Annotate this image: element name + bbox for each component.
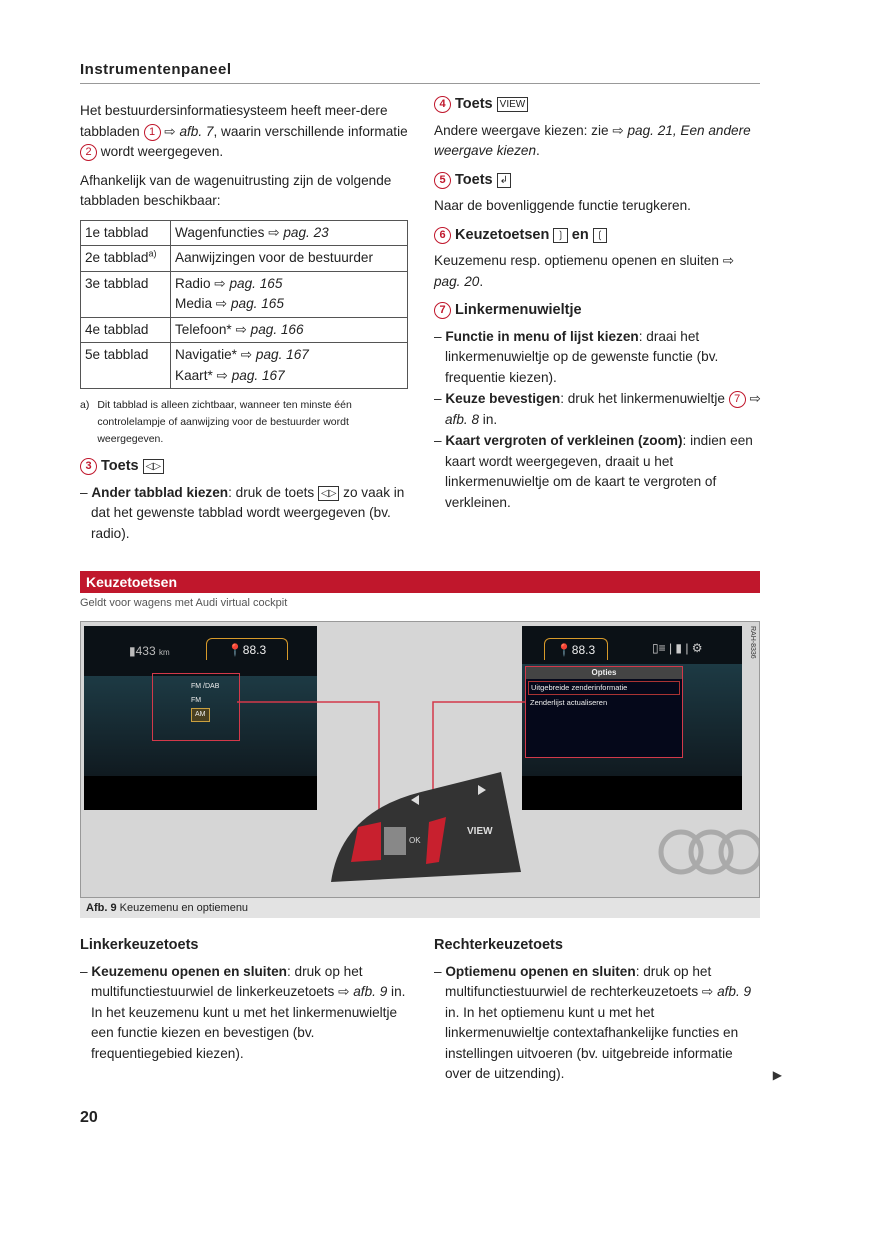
text: in. In het optiemenu kunt u met het linkermenuwieltje contextafhankelijke functies en instellingen uitvoeren (bv. uitgebreide informatie over de uitzending).	[445, 1004, 739, 1081]
continue-arrow-icon: ▶	[772, 1068, 782, 1082]
callout-4: 4	[434, 96, 451, 113]
heading-text: Toets	[455, 171, 493, 188]
back-key-icon: ↲	[497, 173, 511, 188]
option-item: Zenderlijst actualiseren	[530, 698, 608, 707]
callout-3: 3	[80, 458, 97, 475]
page-link[interactable]: pag. 23	[283, 224, 329, 240]
callout-5: 5	[434, 172, 451, 189]
text: 1e tabblad	[85, 224, 149, 240]
heading: Linkerkeuzetoets	[80, 937, 199, 953]
content-cell	[171, 220, 408, 246]
option-item-selected: Uitgebreide zenderinformatie	[528, 681, 680, 695]
figure-link[interactable]: afb. 9	[717, 984, 752, 999]
text: Radio ⇨	[175, 275, 230, 291]
text: : indien een kaart wordt weergegeven, draait u het linkermenuwieltje om de kaart te vergroten of verkleinen.	[445, 433, 753, 510]
content-cell	[171, 317, 408, 343]
section-5-heading	[434, 170, 762, 191]
content-cell	[171, 343, 408, 389]
section-4-heading	[434, 94, 762, 115]
paragraph: Naar de bovenliggende functie terugkeren.	[434, 198, 691, 213]
heading-text: Keuzetoetsen	[455, 226, 550, 243]
text: : druk op het multifunctiestuurwiel de linkerkeuzetoets ⇨	[91, 963, 363, 999]
text: Telefoon* ⇨	[175, 321, 251, 337]
range-value: 433	[135, 644, 156, 658]
tab-cell	[81, 220, 171, 246]
bold-text: Functie in menu of lijst kiezen	[445, 328, 639, 344]
page-link[interactable]: pag. 166	[250, 321, 304, 337]
footnote-ref: a)	[148, 248, 157, 259]
text: , waarin verschillende informatie	[213, 123, 408, 139]
right-column	[434, 94, 762, 514]
bottom-columns	[80, 935, 782, 1086]
bold-text: Keuze bevestigen	[445, 391, 561, 406]
range-readout: ▮433 km	[129, 644, 170, 658]
view-key-icon: VIEW	[497, 97, 529, 112]
paragraph	[434, 121, 762, 162]
text: Het bestuurdersinformatiesysteem heeft meer-dere tabbladen	[80, 103, 388, 139]
table-cell-item	[175, 320, 403, 341]
radio-tab: 📍88.3	[206, 638, 288, 660]
section-6-heading	[434, 225, 762, 246]
tab-key-icon: ◁▷	[143, 459, 164, 474]
page-body	[80, 94, 782, 1128]
text: 2e tabblad	[85, 250, 149, 265]
text: Media ⇨	[175, 296, 231, 311]
table-row	[81, 220, 408, 246]
top-columns	[80, 94, 762, 564]
arrow: ⇨	[160, 123, 180, 139]
left-key-section	[80, 935, 410, 1086]
list-item: – Functie in menu of lijst kiezen: draai het linkermenuwieltje op de gewenste functie (bv. frequentie kiezen).	[434, 328, 719, 385]
tab-cell	[81, 343, 171, 389]
section-title-bar: Keuzetoetsen	[80, 571, 760, 593]
text: : druk het linkermenuwieltje	[560, 391, 729, 406]
text: Aanwijzingen voor de bestuurder	[175, 250, 373, 265]
text: : druk op het multifunctiestuurwiel de rechterkeuzetoets ⇨	[445, 963, 718, 999]
callout-7: 7	[729, 391, 746, 408]
page-number: 20	[80, 1108, 98, 1126]
figure-link[interactable]: afb. 7	[179, 123, 214, 139]
intro-paragraph	[80, 101, 410, 163]
list-item: – Ander tabblad kiezen: druk de toets ◁▷ zo vaak in dat het gewenste tabblad wordt weergegeven (bv. radio).	[80, 484, 405, 541]
page-link[interactable]: pag. 167	[255, 347, 309, 362]
heading: Rechterkeuzetoets	[434, 937, 563, 953]
list-item: – Keuze bevestigen: druk het linkermenuwieltje 7 ⇨ afb. 8 in.	[434, 391, 761, 427]
options-title: Opties	[526, 667, 682, 679]
right-select-key-icon: ❲	[593, 228, 607, 243]
figure-link[interactable]: afb. 9	[353, 984, 388, 999]
figure-link[interactable]: afb. 8	[445, 411, 480, 427]
text: in.	[479, 411, 498, 427]
left-select-key-icon: ❳	[553, 228, 567, 243]
text: 4e tabblad	[85, 321, 149, 337]
bold-text: Optiemenu openen en sluiten	[445, 963, 636, 979]
table-row	[81, 271, 408, 317]
heading-text: en	[571, 226, 589, 243]
list-item: – Keuzemenu openen en sluiten: druk op het multifunctiestuurwiel de linkerkeuzetoets ⇨ afb. 9 in. In het keuzemenu kunt u met het linkermenuwieltje een functie kiezen en bevestigen (bv. frequentiegebied kiezen).	[80, 963, 406, 1061]
left-scroll-wheel	[384, 827, 406, 855]
text: 5e tabblad	[85, 347, 149, 362]
page-link[interactable]: pag. 165	[229, 275, 283, 291]
tab-cell	[81, 317, 171, 343]
menu-item-selected: AM	[191, 708, 210, 722]
table-cell-item	[175, 274, 403, 295]
menu-item: FM	[191, 697, 202, 704]
text: Navigatie* ⇨	[175, 347, 256, 362]
section-3-heading	[80, 456, 410, 477]
text: : draai het linkermenuwieltje op de gewenste functie (bv. frequentie kiezen).	[445, 328, 719, 385]
heading-text: Toets	[101, 458, 139, 474]
text: .	[479, 273, 484, 289]
heading-text: Toets	[455, 96, 493, 112]
figure-9	[80, 621, 760, 898]
tabs-table	[80, 220, 408, 390]
paragraph	[434, 251, 762, 292]
text: Andere weergave kiezen: zie ⇨	[434, 122, 628, 138]
list-item: – Optiemenu openen en sluiten: druk op het multifunctiestuurwiel de rechterkeuzetoets ⇨ afb. 9 in. In het optiemenu kunt u met het linkermenuwieltje contextafhankelijke functies en instellingen uitvoeren (bv. uitgebreide informatie over de uitzending).	[434, 963, 752, 1081]
bold-text: Ander tabblad kiezen	[91, 484, 229, 500]
footnote-text: Dit tabblad is alleen zichtbaar, wanneer ten minste één controlelampje of aanwijzing voor de bestuurder wordt weergegeven.	[97, 399, 352, 445]
tab-cell	[81, 271, 171, 317]
content-cell	[171, 246, 408, 272]
content-cell	[171, 271, 408, 317]
frequency: 88.3	[242, 643, 267, 657]
callout-1: 1	[144, 124, 161, 141]
table-cell-item	[175, 223, 403, 244]
figure-caption	[80, 898, 760, 918]
text: in. In het keuzemenu kunt u met het linkermenuwieltje een functie kiezen en bevestigen (bv. frequentiegebied kiezen).	[91, 984, 406, 1061]
running-header: Instrumentenpaneel	[80, 60, 760, 84]
footnote	[80, 397, 410, 448]
callout-7: 7	[434, 302, 451, 319]
text: .	[536, 143, 540, 158]
range-unit: km	[158, 648, 170, 657]
table-row	[81, 246, 408, 272]
page-link[interactable]: pag. 165	[230, 296, 284, 311]
footnote-mark: a)	[80, 399, 90, 411]
page-link[interactable]: pag. 20	[434, 273, 480, 289]
bold-text: Keuzemenu openen en sluiten	[91, 963, 287, 979]
callout-lines	[81, 622, 760, 898]
caption-label: Afb. 9	[86, 902, 117, 914]
ok-label: OK	[409, 836, 421, 845]
text: wordt weergegeven.	[97, 144, 224, 159]
text: : druk de toets	[228, 484, 318, 500]
callout-2: 2	[80, 144, 97, 161]
tab-key-icon: ◁▷	[318, 486, 339, 501]
view-button-label: VIEW	[467, 826, 493, 837]
text: zo vaak in dat het gewenste tabblad wordt weergegeven (bv. radio).	[91, 484, 405, 541]
table-cell-item	[175, 248, 403, 269]
menu-item: FM /DAB	[191, 683, 220, 690]
frequency: 88.3	[571, 643, 596, 657]
heading-text: Linkermenuwieltje	[455, 302, 582, 318]
radio-tab: 📍88.3	[544, 638, 608, 660]
text: Keuzemenu resp. optiemenu openen en sluiten ⇨	[434, 253, 735, 268]
text: 3e tabblad	[85, 275, 149, 291]
tab-icons: ▯≡ | ▮ | ⚙	[652, 641, 703, 655]
intro-paragraph-2: Afhankelijk van de wagenuitrusting zijn de volgende tabbladen beschikbaar:	[80, 172, 392, 208]
section-subtitle: Geldt voor wagens met Audi virtual cockpit	[80, 597, 288, 609]
text: Kaart* ⇨	[175, 367, 232, 383]
left-column	[80, 94, 410, 545]
table-cell-item	[175, 366, 403, 387]
bold-text: Kaart vergroten of verkleinen (zoom)	[445, 433, 683, 448]
figure-code: RAH-8336	[749, 626, 756, 659]
section-7-heading	[434, 300, 762, 321]
text: Wagenfuncties ⇨	[175, 224, 284, 240]
callout-6: 6	[434, 227, 451, 244]
tab-cell	[81, 246, 171, 272]
table-cell-item	[175, 294, 403, 315]
table-row	[81, 343, 408, 389]
right-key-section	[434, 935, 782, 1086]
page-link[interactable]: pag. 167	[231, 367, 285, 383]
table-row	[81, 317, 408, 343]
caption-text: Keuzemenu en optiemenu	[119, 902, 249, 914]
table-cell-item	[175, 345, 403, 366]
list-item: – Kaart vergroten of verkleinen (zoom): indien een kaart wordt weergegeven, draait u het linkermenuwieltje om de kaart te vergroten of verkleinen.	[434, 433, 753, 510]
page-link[interactable]: pag. 21, Een andere weergave kiezen	[434, 122, 751, 158]
